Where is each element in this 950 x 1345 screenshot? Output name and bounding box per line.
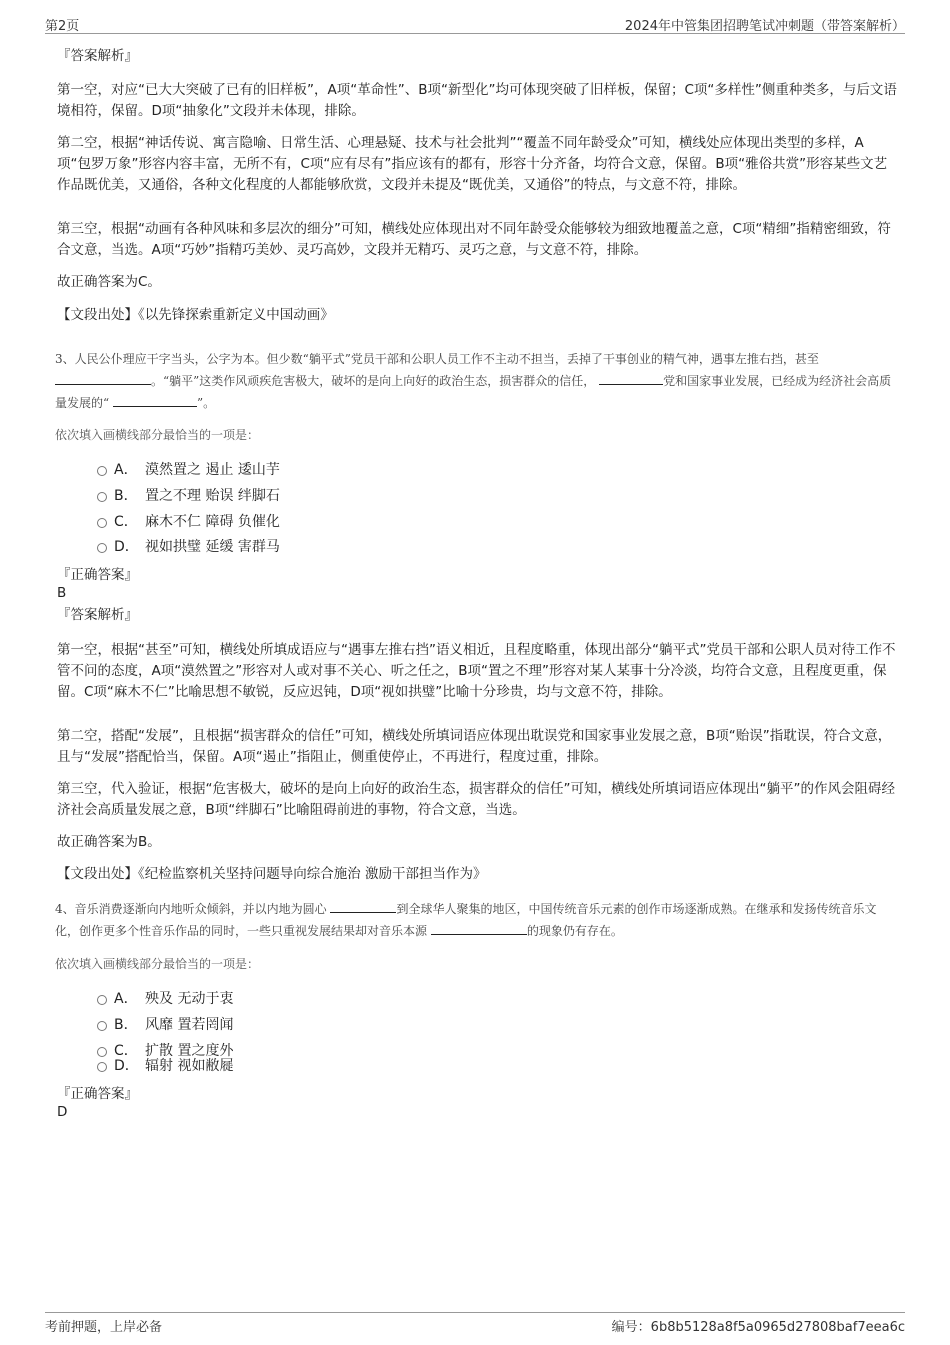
q3-stem-part-a: 3、人民公仆理应干字当头，公字为本。但少数“躺平式”党员干部和公职人员工作不主动不担当，丢掉了干事创业的精气神，遇事左推右挡，甚至 — [55, 352, 819, 366]
option-text: 殃及 无动于衷 — [145, 991, 234, 1007]
option-letter: D． — [114, 539, 139, 555]
q3-stem — [55, 348, 900, 414]
q3-stem-part-b: 。“躺平”这类作风顽疾危害极大，破坏的是向上向好的政治生态，损害群众的信任， — [151, 374, 596, 388]
q3-analysis-p3: 第三空，代入验证，根据“危害极大，破坏的是向上向好的政治生态，损害群众的信任”可知，横线处所填词语应体现出“躺平”的作风会阻碍经济社会高质量发展之意，B项“绊脚石”比喻阻碍前进的事物，符合文意，当选。 — [57, 781, 895, 818]
option-letter: A． — [114, 462, 138, 478]
q3-instruction: 依次填入画横线部分最恰当的一项是： — [55, 428, 260, 442]
q4-stem-part-b: 到全球华人聚集的地区，中国传统音乐元素的创作市场逐渐成熟。在继承和发扬传统音乐文化，创作更多个性音乐作品的同时，一些只重视发展结果却对音乐本源 — [55, 902, 877, 938]
q4-instruction: 依次填入画横线部分最恰当的一项是： — [55, 957, 260, 971]
option-text: 扩散 置之度外 — [145, 1043, 234, 1059]
page-header — [45, 12, 905, 34]
radio-icon[interactable] — [97, 543, 107, 553]
document-id: 编号：6b8b5128a8f5a0965d27808baf7eea6c — [611, 1320, 905, 1335]
q4-stem-part-a: 4、音乐消费逐渐向内地听众倾斜，并以内地为圆心 — [55, 902, 327, 916]
q3-stem-part-c: 党和国家事业发展，已经成为经济社会高质量发展的“ — [55, 374, 892, 410]
option-letter: B． — [114, 488, 138, 504]
page-footer — [45, 1312, 905, 1336]
q3-correct-answer: B — [57, 585, 67, 601]
option-letter: A． — [114, 991, 138, 1007]
option-text: 漠然置之 遏止 逶山芋 — [145, 462, 280, 478]
radio-icon[interactable] — [97, 995, 107, 1005]
q2-conclusion: 故正确答案为C。 — [57, 274, 161, 290]
q3-blank-2 — [599, 371, 663, 385]
option-letter: D． — [114, 1058, 139, 1074]
q2-analysis-heading: 『答案解析』 — [57, 48, 138, 64]
q4-correct-answer: D — [57, 1104, 68, 1120]
option-letter: B． — [114, 1017, 138, 1033]
option-text: 置之不理 贻误 绊脚石 — [145, 488, 280, 504]
q4-stem-part-c: 的现象仍有存在。 — [526, 924, 623, 938]
q3-blank-3 — [113, 393, 197, 407]
q3-analysis-p2: 第二空，搭配“发展”，且根据“损害群众的信任”可知，横线处所填词语应体现出耽误党和国家事业发展之意，B项“贻误”指耽误，符合文意，且与“发展”搭配恰当，保留。A项“遏止”指阻止，侧重使停止，不再进行，程度过重，排除。 — [57, 728, 892, 765]
q3-source: 【文段出处】《纪检监察机关坚持问题导向综合施治 激励干部担当作为》 — [57, 866, 487, 882]
radio-icon[interactable] — [97, 492, 107, 502]
page-number: 第2页 — [45, 19, 80, 34]
q3-conclusion: 故正确答案为B。 — [57, 834, 161, 850]
q4-blank-1 — [330, 899, 396, 913]
q2-source: 【文段出处】《以先锋探索重新定义中国动画》 — [57, 307, 334, 323]
option-letter: C． — [114, 1043, 138, 1059]
q2-analysis-p2: 第二空，根据“神话传说、寓言隐喻、日常生活、心理悬疑、技术与社会批判”“覆盖不同年龄受众”可知，横线处应体现出类型的多样，A项“包罗万象”形容内容丰富，无所不有，C项“应有尽有”指应该有的都有，形容十分齐备，均符合文意，保留。B项“雅俗共赏”形容某些文艺作品既优美，又通俗，各种文化程度的人都能够欣赏，文段并未提及“既优美，又通俗”的特点，与文意不符，排除。 — [57, 135, 888, 193]
q3-stem-part-d: ”。 — [196, 396, 216, 410]
q4-correct-heading: 『正确答案』 — [57, 1086, 138, 1102]
radio-icon[interactable] — [97, 1062, 107, 1072]
q4-blank-2 — [431, 921, 527, 935]
q2-analysis-p1: 第一空，对应“已大大突破了已有的旧样板”，A项“革命性”、B项“新型化”均可体现突破了旧样板，保留；C项“多样性”侧重种类多，与后文语境相符，保留。D项“抽象化”文段并未体现，排除。 — [57, 82, 897, 119]
document-title: 2024年中管集团招聘笔试冲刺题（带答案解析） — [624, 19, 905, 34]
q3-analysis-p1: 第一空，根据“甚至”可知，横线处所填成语应与“遇事左推右挡”语义相近，且程度略重，体现出部分“躺平式”党员干部和公职人员对待工作不管不问的态度，A项“漠然置之”形容对人或对事不关心、听之任之，B项“置之不理”形容对某人某事十分冷淡，均符合文意，且程度更重，保留。C项“麻木不仁”比喻思想不敏锐，反应迟钝，D项“视如拱璧”比喻十分珍贵，均与文意不符，排除。 — [57, 642, 896, 700]
q3-blank-1 — [55, 371, 151, 385]
radio-icon[interactable] — [97, 466, 107, 476]
radio-icon[interactable] — [97, 1021, 107, 1031]
radio-icon[interactable] — [97, 518, 107, 528]
footer-slogan: 考前押题，上岸必备 — [45, 1320, 163, 1335]
q2-analysis-p3: 第三空，根据“动画有各种风味和多层次的细分”可知，横线处应体现出对不同年龄受众能够较为细致地覆盖之意，C项“精细”指精密细致，符合文意，当选。A项“巧妙”指精巧美妙、灵巧高妙，文段并无精巧、灵巧之意，与文意不符，排除。 — [57, 221, 891, 258]
q3-analysis-heading: 『答案解析』 — [57, 607, 138, 623]
q3-correct-heading: 『正确答案』 — [57, 567, 138, 583]
option-text: 辐射 视如敝屣 — [145, 1058, 234, 1074]
option-text: 视如拱璧 延缓 害群马 — [145, 539, 280, 555]
option-letter: C． — [114, 514, 138, 530]
option-text: 风靡 置若罔闻 — [145, 1017, 234, 1033]
q4-stem — [55, 898, 900, 942]
option-text: 麻木不仁 障碍 负催化 — [145, 514, 280, 530]
radio-icon[interactable] — [97, 1047, 107, 1057]
